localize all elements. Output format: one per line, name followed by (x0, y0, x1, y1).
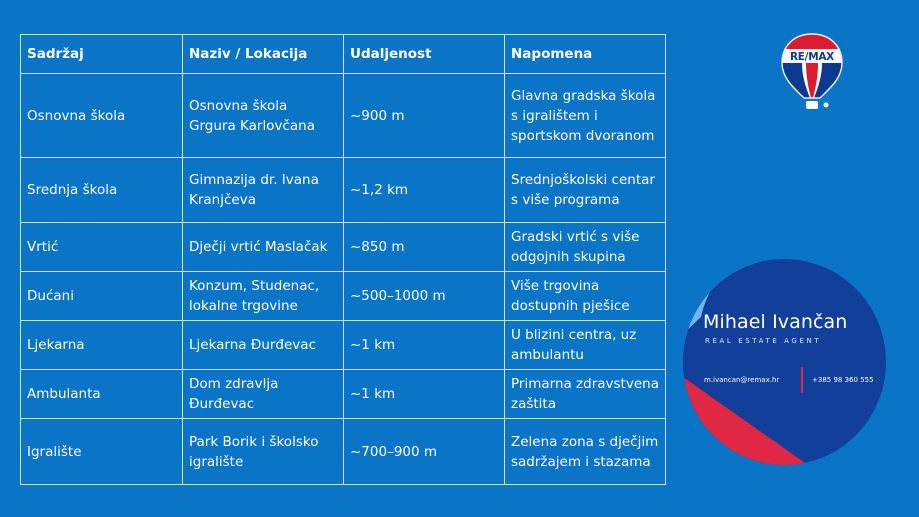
header-naziv-lokacija: Naziv / Lokacija (183, 35, 344, 74)
cell-distance: ~500–1000 m (344, 272, 505, 321)
table-row (21, 419, 666, 485)
table-row (21, 223, 666, 272)
cell-content: Ambulanta (21, 370, 183, 419)
cell-location: Park Borik i školsko igralište (183, 419, 344, 485)
remax-balloon-logo (780, 32, 844, 112)
agent-name: Mihael Ivančan (703, 311, 848, 333)
balloon-icon (780, 32, 844, 112)
cell-note: Više trgovina dostupnih pješice (505, 272, 666, 321)
remax-logo-text: RE/MAX (790, 51, 834, 63)
cell-note: Srednjoškolski centar s više programa (505, 158, 666, 223)
cell-content: Dućani (21, 272, 183, 321)
cell-location: Konzum, Studenac, lokalne trgovine (183, 272, 344, 321)
contact-divider (801, 367, 803, 393)
header-udaljenost: Udaljenost (344, 35, 505, 74)
cell-content: Osnovna škola (21, 74, 183, 158)
cell-location: Ljekarna Đurđevac (183, 321, 344, 370)
cell-location: Osnovna škola Grgura Karlovčana (183, 74, 344, 158)
cell-note: U blizini centra, uz ambulantu (505, 321, 666, 370)
cell-distance: ~900 m (344, 74, 505, 158)
table-row (21, 272, 666, 321)
amenities-table-container (20, 34, 665, 483)
table-row (21, 74, 666, 158)
amenities-table (20, 34, 666, 485)
cell-location: Dječji vrtić Maslačak (183, 223, 344, 272)
cell-content: Vrtić (21, 223, 183, 272)
cell-content: Igralište (21, 419, 183, 485)
cell-distance: ~1 km (344, 370, 505, 419)
cell-distance: ~1,2 km (344, 158, 505, 223)
cell-location: Gimnazija dr. Ivana Kranjčeva (183, 158, 344, 223)
table-row (21, 370, 666, 419)
cell-note: Zelena zona s dječjim sadržajem i stazama (505, 419, 666, 485)
agent-card (683, 259, 886, 465)
cell-distance: ~700–900 m (344, 419, 505, 485)
table-row (21, 321, 666, 370)
agent-title: REAL ESTATE AGENT (705, 337, 822, 345)
cell-note: Primarna zdravstvena zaštita (505, 370, 666, 419)
agent-email[interactable]: m.ivancan@remax.hr (704, 376, 780, 384)
cell-distance: ~1 km (344, 321, 505, 370)
cell-location: Dom zdravlja Đurđevac (183, 370, 344, 419)
cell-note: Glavna gradska škola s igralištem i sportskom dvoranom (505, 74, 666, 158)
cell-content: Ljekarna (21, 321, 183, 370)
header-napomena: Napomena (505, 35, 666, 74)
header-sadrzaj: Sadržaj (21, 35, 183, 74)
cell-note: Gradski vrtić s više odgojnih skupina (505, 223, 666, 272)
cell-content: Srednja škola (21, 158, 183, 223)
agent-phone[interactable]: +385 98 360 555 (812, 376, 874, 384)
cell-distance: ~850 m (344, 223, 505, 272)
agent-card-graphic (683, 259, 886, 465)
table-row (21, 158, 666, 223)
table-header-row (21, 35, 666, 74)
